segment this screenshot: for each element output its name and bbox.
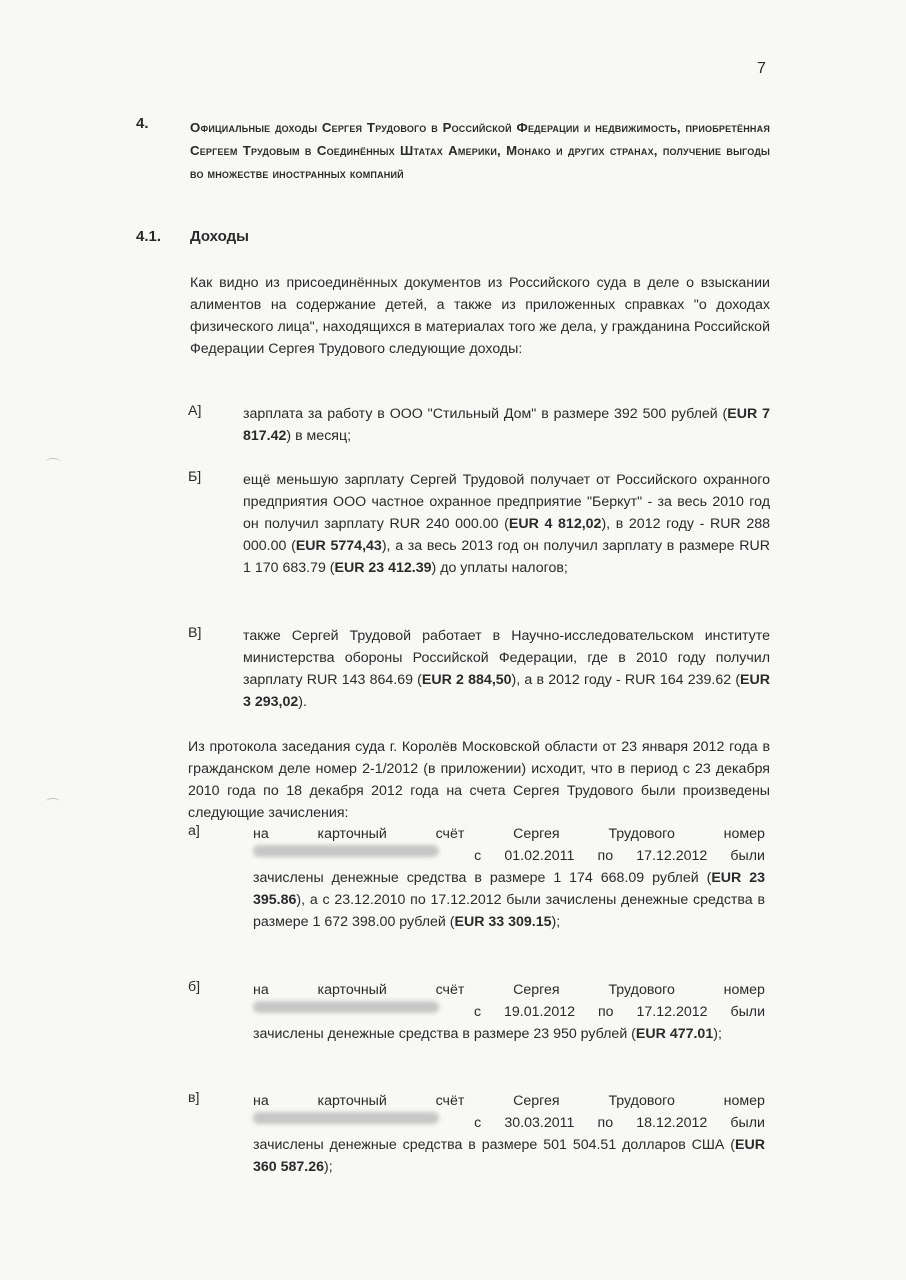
income-item: также Сергей Трудовой работает в Научно-исследовательском институте министерства обороны Российской Федерации, где в 2010 году получил зарплату RUR 143 864.69 (EUR 2 884,50), а в 2012 году - RUR 164 239.62 (EUR 3 293,02).	[243, 628, 771, 710]
list-marker: А]	[188, 403, 202, 419]
scan-mark	[46, 458, 60, 465]
transfer-line: с 19.01.2012 по 17.12.2012 были	[253, 1001, 765, 1023]
eur-amount: EUR 7 817.42	[243, 406, 770, 444]
transfer-line: на карточный счёт Сергея Трудового номер	[253, 982, 765, 998]
transfer-item: на карточный счёт Сергея Трудового номер с 19.01.2012 по 17.12.2012 были зачислены денежные средства в размере 23 950 рублей (EUR 477.01);	[253, 979, 765, 1045]
eur-amount: EUR 360 587.26	[253, 1137, 765, 1175]
list-marker: б]	[188, 979, 201, 995]
list-marker: Б]	[188, 469, 202, 485]
protocol-paragraph: Из протокола заседания суда г. Королёв Московской области от 23 января 2012 года в гражданском деле номер 2-1/2012 (в приложении) исходит, что в период с 23 декабря 2010 года по 18 декабря 2012 года на счета Сергея Трудового были произведены следующие зачисления:	[188, 739, 770, 821]
subsection-heading: Доходы	[190, 228, 249, 245]
redacted-account-number	[253, 1001, 439, 1013]
transfer-line: с 01.02.2011 по 17.12.2012 были	[253, 845, 765, 867]
eur-amount: EUR 33 309.15	[454, 914, 552, 930]
scan-mark	[46, 798, 60, 805]
eur-amount: EUR 23 395.86	[253, 870, 765, 908]
transfer-line: на карточный счёт Сергея Трудового номер	[253, 826, 765, 842]
income-item: ещё меньшую зарплату Сергей Трудовой получает от Российского охранного предприятия ООО частное охранное предприятие "Беркут" - за весь 2010 год он получил зарплату RUR 240 000.00 (EUR 4 812,02), в 2012 году - RUR 288 000.00 (EUR 5774,43), а за весь 2013 год он получил зарплату в размере RUR 1 170 683.79 (EUR 23 412.39) до уплаты налогов;	[243, 472, 771, 576]
section-number: 4.	[136, 115, 149, 132]
eur-amount: EUR 4 812,02	[508, 516, 602, 532]
page-number: 7	[757, 60, 766, 77]
list-marker: В]	[188, 625, 202, 641]
section-heading: Официальные доходы Сергея Трудового в Российской Федерации и недвижимость, приобретённая Сергеем Трудовым в Соединённых Штатах Америки, Монако и других странах, получение выгоды во множестве иностранных компаний	[190, 120, 770, 181]
intro-paragraph: Как видно из присоединённых документов из Российского суда в деле о взыскании алиментов на содержание детей, а также из приложенных справках "о доходах физического лица", находящихся в материалах того же дела, у гражданина Российской Федерации Сергея Трудового следующие доходы:	[190, 275, 770, 357]
subsection-number: 4.1.	[136, 228, 162, 245]
eur-amount: EUR 23 412.39	[334, 560, 432, 576]
eur-amount: EUR 2 884,50	[421, 672, 512, 688]
redacted-account-number	[253, 1112, 439, 1124]
transfer-item: на карточный счёт Сергея Трудового номер с 01.02.2011 по 17.12.2012 были зачислены денежные средства в размере 1 174 668.09 рублей (EUR 23 395.86), а с 23.12.2010 по 17.12.2012 были зачислены денежные средства в размере 1 672 398.00 рублей (EUR 33 309.15);	[253, 823, 765, 933]
eur-amount: EUR 3 293,02	[243, 672, 771, 710]
redacted-account-number	[253, 845, 439, 857]
transfer-item: на карточный счёт Сергея Трудового номер с 30.03.2011 по 18.12.2012 были зачислены денежные средства в размере 501 504.51 долларов США (EUR 360 587.26);	[253, 1090, 765, 1178]
eur-amount: EUR 5774,43	[295, 538, 382, 554]
eur-amount: EUR 477.01	[635, 1026, 714, 1042]
income-item: зарплата за работу в ООО "Стильный Дом" в размере 392 500 рублей (EUR 7 817.42) в месяц;	[243, 406, 770, 444]
transfer-line: на карточный счёт Сергея Трудового номер	[253, 1093, 765, 1109]
list-marker: в]	[188, 1090, 200, 1106]
list-marker: а]	[188, 823, 200, 839]
transfer-line: с 30.03.2011 по 18.12.2012 были	[253, 1112, 765, 1134]
